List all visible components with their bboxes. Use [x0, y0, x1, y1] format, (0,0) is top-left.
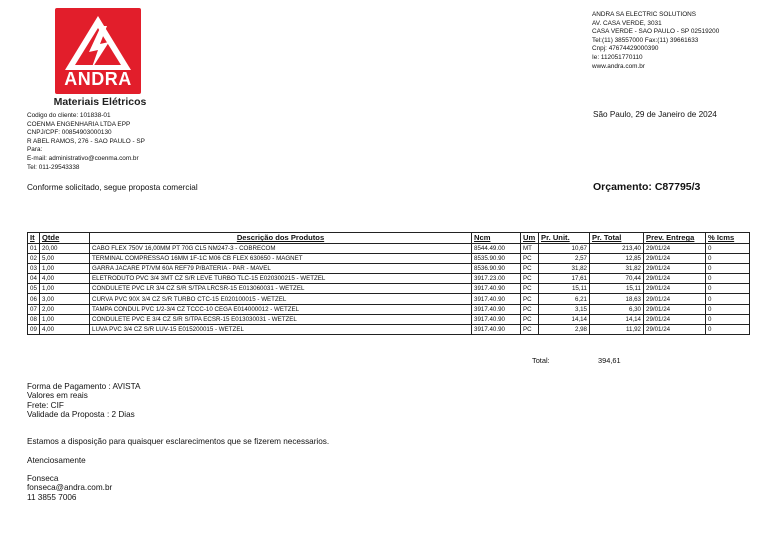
cell-icms: 0: [706, 243, 750, 253]
cell-item: 07: [28, 304, 40, 314]
currency-note: Valores em reais: [27, 391, 88, 401]
brand-subtitle: Materiais Elétricos: [53, 96, 147, 108]
header-qty: Qtde: [40, 233, 90, 244]
cell-qty: 1,00: [40, 314, 90, 324]
cell-item: 01: [28, 243, 40, 253]
cell-delivery: 29/01/24: [644, 253, 706, 263]
cell-qty: 20,00: [40, 243, 90, 253]
cell-unit-price: 14,14: [539, 314, 590, 324]
header-icms: % Icms: [706, 233, 750, 244]
cell-unit: PC: [521, 304, 539, 314]
cell-icms: 0: [706, 314, 750, 324]
logo-wordmark: ANDRA: [64, 69, 132, 89]
cell-total-price: 213,40: [590, 243, 644, 253]
table-row: [28, 314, 750, 324]
cell-icms: 0: [706, 325, 750, 335]
cell-description: CONDULETE PVC LR 3/4 CZ S/R S/TPA LRCSR-15 E013060031 - WETZEL: [90, 284, 472, 294]
cell-delivery: 29/01/24: [644, 294, 706, 304]
cell-unit-price: 17,61: [539, 274, 590, 284]
cell-unit: PC: [521, 325, 539, 335]
header-unit: Um: [521, 233, 539, 244]
header-unit-price: Pr. Unit.: [539, 233, 590, 244]
cell-item: 08: [28, 314, 40, 324]
company-ie: Ie: 112051770110: [592, 53, 643, 61]
cell-description: LUVA PVC 3/4 CZ S/R LUV-15 E015200015 - WETZEL: [90, 325, 472, 335]
table-row: [28, 263, 750, 273]
signature-email: fonseca@andra.com.br: [27, 483, 113, 493]
freight: Frete: CIF: [27, 400, 64, 410]
cell-qty: 2,00: [40, 304, 90, 314]
client-phone: Tel: 011-29543338: [27, 163, 80, 171]
cell-description: TERMINAL COMPRESSAO 16MM 1F-1C M06 CB FLEX 630650 - MAGNET: [90, 253, 472, 263]
cell-unit: PC: [521, 274, 539, 284]
cell-unit-price: 2,98: [539, 325, 590, 335]
cell-item: 06: [28, 294, 40, 304]
closing-text: Estamos a disposição para quaisquer esclarecimentos que se fizerem necessarios.: [27, 437, 330, 446]
regards-text: Atenciosamente: [27, 456, 86, 465]
table-row: [28, 304, 750, 314]
cell-unit: PC: [521, 314, 539, 324]
company-name: ANDRA SA ELECTRIC SOLUTIONS: [592, 11, 697, 18]
client-info: [27, 112, 287, 172]
cell-total-price: 18,63: [590, 294, 644, 304]
client-address: R ABEL RAMOS, 276 - SAO PAULO - SP: [27, 137, 145, 145]
quote-number: Orçamento: C87795/3: [593, 181, 701, 193]
cell-delivery: 29/01/24: [644, 314, 706, 324]
cell-icms: 0: [706, 294, 750, 304]
cell-unit: PC: [521, 294, 539, 304]
cell-ncm: 3917.40.90: [472, 314, 521, 324]
cell-delivery: 29/01/24: [644, 243, 706, 253]
cell-qty: 1,00: [40, 284, 90, 294]
table-row: [28, 253, 750, 263]
cell-total-price: 31,82: [590, 263, 644, 273]
cell-total-price: 6,30: [590, 304, 644, 314]
items-table: [27, 232, 750, 335]
cell-delivery: 29/01/24: [644, 325, 706, 335]
cell-total-price: 15,11: [590, 284, 644, 294]
cell-delivery: 29/01/24: [644, 274, 706, 284]
company-phone: Tel:(11) 38557000 Fax:(11) 39661633: [592, 36, 699, 44]
table-row: [28, 243, 750, 253]
cell-item: 03: [28, 263, 40, 273]
cell-description: CURVA PVC 90X 3/4 CZ S/R TURBO CTC-15 E020100015 - WETZEL: [90, 294, 472, 304]
cell-unit: PC: [521, 253, 539, 263]
header-ncm: Ncm: [472, 233, 521, 244]
cell-qty: 4,00: [40, 325, 90, 335]
cell-ncm: 3917.40.90: [472, 284, 521, 294]
cell-ncm: 3917.40.90: [472, 294, 521, 304]
cell-delivery: 29/01/24: [644, 284, 706, 294]
signature-phone: 11 3855 7006: [27, 492, 77, 502]
signature: [27, 474, 112, 502]
company-cnpj: Cnpj: 47674429000390: [592, 45, 659, 53]
document-date: São Paulo, 29 de Janeiro de 2024: [593, 110, 717, 119]
cell-description: GARRA JACARE PT/VM 60A REF79 P/BATERIA - PAR - MAVEL: [90, 263, 472, 273]
cell-ncm: 3917.40.90: [472, 304, 521, 314]
cell-description: CONDULETE PVC E 3/4 CZ S/R S/TPA ECSR-15 E013030031 - WETZEL: [90, 314, 472, 324]
cell-ncm: 8535.90.90: [472, 253, 521, 263]
validity: Validade da Proposta : 2 Dias: [27, 409, 135, 419]
header-total-price: Pr. Total: [590, 233, 644, 244]
cell-unit: PC: [521, 284, 539, 294]
cell-description: ELETRODUTO PVC 3/4 3MT CZ S/R LEVE TURBO TLC-15 E020300215 - WETZEL: [90, 274, 472, 284]
intro-text: Conforme solicitado, segue proposta comercial: [27, 183, 198, 192]
cell-ncm: 8536.90.90: [472, 263, 521, 273]
cell-unit-price: 10,67: [539, 243, 590, 253]
table-header-row: [28, 233, 750, 244]
cell-icms: 0: [706, 253, 750, 263]
cell-ncm: 3917.40.90: [472, 325, 521, 335]
signature-name: Fonseca: [27, 474, 59, 483]
header-item: It: [28, 233, 40, 244]
cell-total-price: 70,44: [590, 274, 644, 284]
cell-unit-price: 15,11: [539, 284, 590, 294]
cell-icms: 0: [706, 304, 750, 314]
client-to: Para:: [27, 146, 43, 154]
client-name: COENMA ENGENHARIA LTDA EPP: [27, 120, 131, 128]
payment-info: [27, 382, 140, 419]
cell-total-price: 12,85: [590, 253, 644, 263]
cell-ncm: 8544.49.00: [472, 243, 521, 253]
cell-icms: 0: [706, 284, 750, 294]
cell-description: TAMPA CONDUL PVC 1/2-3/4 CZ TCCC-10 CEGA E014000012 - WETZEL: [90, 304, 472, 314]
client-email: E-mail: administrativo@coenma.com.br: [27, 154, 139, 162]
company-address: AV. CASA VERDE, 3031: [592, 19, 662, 27]
cell-qty: 1,00: [40, 263, 90, 273]
cell-icms: 0: [706, 263, 750, 273]
payment-method: Forma de Pagamento : AVISTA: [27, 382, 141, 391]
header-description: Descrição dos Produtos: [90, 233, 472, 244]
table-row: [28, 284, 750, 294]
cell-total-price: 14,14: [590, 314, 644, 324]
cell-unit-price: 31,82: [539, 263, 590, 273]
company-city: CASA VERDE - SAO PAULO - SP 02519200: [592, 28, 720, 36]
client-code: Codigo do cliente: 101838-01: [27, 112, 111, 119]
cell-delivery: 29/01/24: [644, 304, 706, 314]
table-row: [28, 325, 750, 335]
cell-unit-price: 6,21: [539, 294, 590, 304]
cell-unit-price: 2,57: [539, 253, 590, 263]
cell-item: 04: [28, 274, 40, 284]
cell-ncm: 3917.23.00: [472, 274, 521, 284]
client-cnpj: CNPJ/CPF: 00854903000130: [27, 129, 112, 137]
cell-qty: 5,00: [40, 253, 90, 263]
total-value: 394,61: [598, 356, 621, 365]
cell-delivery: 29/01/24: [644, 263, 706, 273]
cell-icms: 0: [706, 274, 750, 284]
header-delivery: Prev. Entrega: [644, 233, 706, 244]
cell-item: 05: [28, 284, 40, 294]
cell-unit: PC: [521, 263, 539, 273]
company-website: www.andra.com.br: [592, 62, 645, 70]
table-row: [28, 294, 750, 304]
cell-unit: MT: [521, 243, 539, 253]
cell-unit-price: 3,15: [539, 304, 590, 314]
cell-description: CABO FLEX 750V 16,00MM PT 70G CL5 NM247-3 - COBRECOM: [90, 243, 472, 253]
company-info: [592, 11, 762, 71]
cell-item: 09: [28, 325, 40, 335]
andra-logo: [55, 8, 141, 94]
table-row: [28, 274, 750, 284]
cell-qty: 3,00: [40, 294, 90, 304]
total-label: Total:: [532, 356, 550, 365]
cell-item: 02: [28, 253, 40, 263]
cell-qty: 4,00: [40, 274, 90, 284]
cell-total-price: 11,92: [590, 325, 644, 335]
